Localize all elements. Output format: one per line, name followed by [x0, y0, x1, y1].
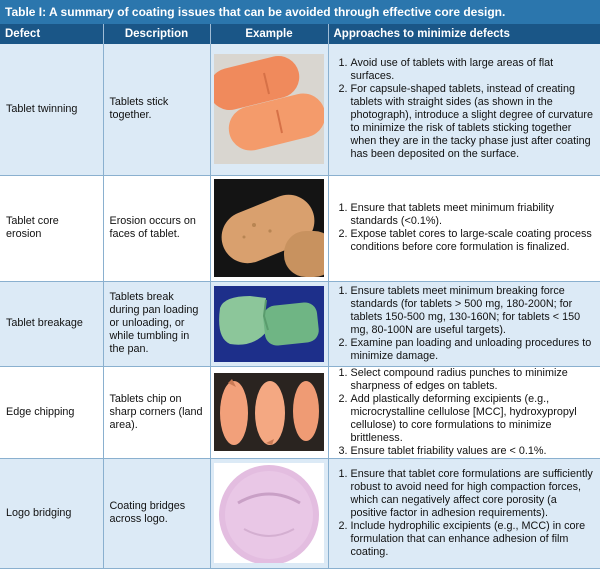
list-item: 1. Ensure that tablet core formulations are sufficiently robust to avoid need for high compaction forces, which can negatively affect core porosity (a positive factor in adhesion requirements). — [351, 468, 595, 520]
list-item: 3. Ensure tablet friability values are < 0.1%. — [351, 445, 595, 458]
table-row — [0, 281, 600, 366]
approaches-list — [335, 285, 595, 363]
approaches-cell — [328, 366, 600, 458]
broken-green-tablets-photo — [214, 286, 324, 362]
approaches-cell — [328, 44, 600, 175]
description-cell: Tablets chip on sharp corners (land area). — [103, 366, 210, 458]
list-item: 2. Add plastically deforming excipients (e.g., microcrystalline cellulose [MCC], hydroxypropyl cellulose) to core formulations to minimize brittleness. — [351, 393, 595, 445]
header-approaches: Approaches to minimize defects — [328, 24, 600, 44]
list-item: 2. For capsule-shaped tablets, instead of creating tablets with straight sides (as shown in the photograph), introduce a slight degree of curvature to minimize the risk of tablets sticking together when they are in the tacky phase just after coating has been deposited on the surface. — [351, 83, 595, 161]
list-item: 2. Examine pan loading and unloading procedures to minimize damage. — [351, 337, 595, 363]
description-cell: Tablets stick together. — [103, 44, 210, 175]
example-cell — [210, 44, 328, 175]
defect-cell: Logo bridging — [0, 458, 103, 568]
table-row — [0, 175, 600, 281]
orange-capsule-tablets-photo — [214, 54, 324, 164]
example-cell — [210, 281, 328, 366]
eroded-tan-tablets-photo — [214, 179, 324, 277]
approaches-cell — [328, 175, 600, 281]
defect-cell: Tablet breakage — [0, 281, 103, 366]
list-item: 1. Ensure that tablets meet minimum friability standards (<0.1%). — [351, 202, 595, 228]
approaches-list — [335, 202, 595, 254]
defect-cell: Tablet twinning — [0, 44, 103, 175]
approaches-cell — [328, 458, 600, 568]
defect-cell: Tablet core erosion — [0, 175, 103, 281]
example-cell — [210, 458, 328, 568]
table-row — [0, 366, 600, 458]
description-cell: Coating bridges across logo. — [103, 458, 210, 568]
defect-cell: Edge chipping — [0, 366, 103, 458]
approaches-list — [335, 57, 595, 161]
pink-logo-tablet-photo — [214, 463, 324, 563]
description-cell: Erosion occurs on faces of tablet. — [103, 175, 210, 281]
list-item: 1. Avoid use of tablets with large areas of flat surfaces. — [351, 57, 595, 83]
table-title: Table I: A summary of coating issues that can be avoided through effective core design. — [0, 0, 600, 24]
table-row — [0, 458, 600, 568]
description-cell: Tablets break during pan loading or unloading, or while tumbling in the pan. — [103, 281, 210, 366]
list-item: 2. Include hydrophilic excipients (e.g., MCC) in core formulation that can enhance adhesion of film coating. — [351, 520, 595, 559]
approaches-cell — [328, 281, 600, 366]
list-item: 2. Expose tablet cores to large-scale coating process conditions before core formulation is finalized. — [351, 228, 595, 254]
header-defect: Defect — [0, 24, 103, 44]
chipped-peach-tablets-photo — [214, 373, 324, 451]
list-item: 1. Select compound radius punches to minimize sharpness of edges on tablets. — [351, 367, 595, 393]
example-cell — [210, 175, 328, 281]
list-item: 1. Ensure tablets meet minimum breaking force standards (for tablets > 500 mg, 180-200N; for tablets 150-500 mg, 130-160N; for tablets < 150 mg, 80-100N are useful targets). — [351, 285, 595, 337]
table-row — [0, 44, 600, 175]
header-example: Example — [210, 24, 328, 44]
header-description: Description — [103, 24, 210, 44]
approaches-list — [335, 367, 595, 458]
coating-issues-table — [0, 24, 600, 569]
header-row — [0, 24, 600, 44]
example-cell — [210, 366, 328, 458]
